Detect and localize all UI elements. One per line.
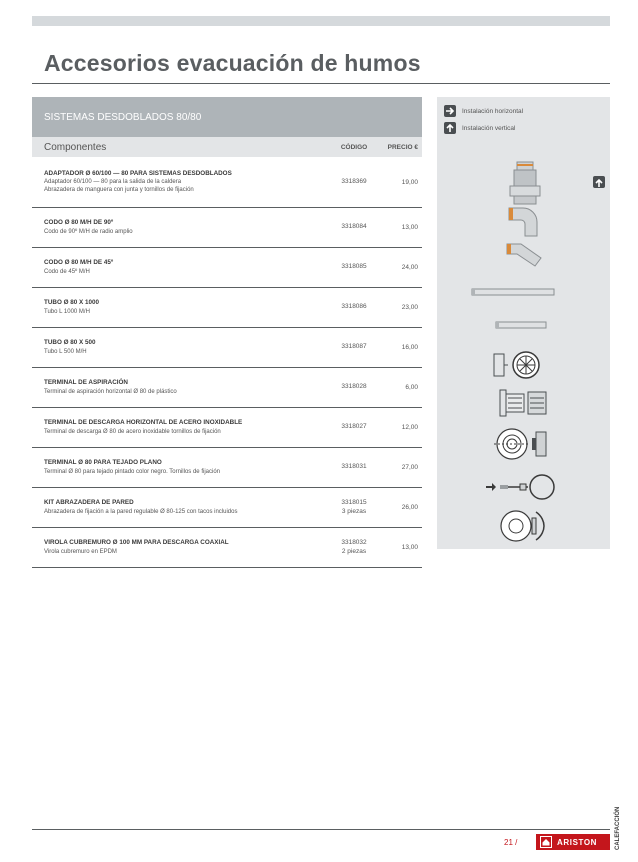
- product-detail: Terminal de descarga Ø 80 de acero inoxidable tornillos de fijación: [44, 428, 221, 435]
- roof-terminal-image: [492, 426, 554, 466]
- exhaust-terminal-image: [496, 384, 550, 424]
- product-code: [330, 343, 378, 352]
- wall-collar-image: [496, 508, 552, 544]
- intake-terminal-image: [490, 350, 552, 384]
- product-price: 12,00: [401, 424, 418, 431]
- product-code: [330, 263, 378, 272]
- product-detail: Adaptador 60/100 — 80 para la salida de la caldera: [44, 179, 182, 186]
- code-value: 3318087: [341, 343, 367, 351]
- product-price: 6,00: [405, 384, 418, 391]
- product-table: [32, 97, 422, 568]
- row-description: [32, 499, 330, 516]
- arrow-right-icon: [444, 105, 456, 117]
- product-name: VIROLA CUBREMURO Ø 100 MM PARA DESCARGA COAXIAL: [44, 539, 229, 547]
- product-price: 16,00: [401, 344, 418, 351]
- brand-logo: [536, 834, 610, 850]
- column-components: Componentes: [44, 141, 107, 153]
- table-row: [32, 448, 422, 488]
- code-value: 3318086: [341, 303, 367, 311]
- title-rule: [32, 83, 610, 84]
- bottom-rule: [32, 829, 610, 830]
- product-code: [330, 383, 378, 392]
- house-icon: [540, 836, 552, 848]
- row-description: [32, 539, 330, 556]
- table-row: [32, 488, 422, 528]
- legend-vertical-label: Instalación vertical: [462, 124, 516, 132]
- column-header-row: [32, 137, 422, 157]
- product-detail: Codo de 90º M/H de radio amplio: [44, 228, 133, 235]
- product-price: 13,00: [401, 544, 418, 551]
- row-description: [32, 379, 330, 396]
- product-name: ADAPTADOR Ø 60/100 — 80 PARA SISTEMAS DESDOBLADOS: [44, 169, 232, 177]
- code-value: 3318369: [341, 177, 367, 185]
- product-code: [330, 463, 378, 472]
- product-name: TERMINAL DE DESCARGA HORIZONTAL DE ACERO INOXIDABLE: [44, 419, 243, 427]
- code-value: 3318031: [341, 463, 367, 471]
- code-value: 3318032: [341, 539, 367, 546]
- product-detail: Terminal Ø 80 para tejado pintado color negro. Tornillos de fijación: [44, 468, 220, 475]
- elbow-90-image: [503, 204, 543, 238]
- code-value: 3318085: [341, 263, 367, 271]
- elbow-45-image: [505, 240, 547, 270]
- table-row: [32, 328, 422, 368]
- product-price: 26,00: [401, 504, 418, 511]
- table-row: [32, 368, 422, 408]
- product-price: 27,00: [401, 464, 418, 471]
- product-name: TERMINAL DE ASPIRACIÓN: [44, 379, 128, 387]
- wall-clamp-image: [484, 470, 556, 504]
- product-name: CODO Ø 80 M/H DE 90º: [44, 219, 114, 227]
- legend-vertical: [444, 121, 523, 135]
- row-description: [32, 339, 330, 356]
- product-name: CODO Ø 80 M/H DE 45º: [44, 259, 114, 267]
- product-detail: Codo de 45º M/H: [44, 268, 90, 275]
- arrow-up-icon: [593, 176, 605, 188]
- code-value: 3318015: [341, 499, 367, 506]
- product-price: 23,00: [401, 304, 418, 311]
- product-name: TERMINAL Ø 80 PARA TEJADO PLANO: [44, 459, 162, 467]
- product-detail: Tubo L 500 M/H: [44, 348, 87, 355]
- product-detail: Terminal de aspiración horizontal Ø 80 de plástico: [44, 388, 177, 395]
- section-title: SISTEMAS DESDOBLADOS 80/80: [44, 111, 202, 123]
- arrow-up-icon: [444, 122, 456, 134]
- tube-1000-image: [470, 287, 556, 297]
- code-value: 3318028: [341, 383, 367, 391]
- product-name: KIT ABRAZADERA DE PARED: [44, 499, 134, 507]
- code-pieces: 2 piezas: [341, 547, 367, 555]
- code-value: 3318084: [341, 223, 367, 231]
- product-name: TUBO Ø 80 X 1000: [44, 299, 99, 307]
- product-price: 13,00: [401, 224, 418, 231]
- tube-500-image: [494, 320, 548, 330]
- product-name: TUBO Ø 80 X 500: [44, 339, 96, 347]
- column-price: PRECIO €: [387, 143, 418, 151]
- product-code: [330, 539, 378, 556]
- table-row: [32, 248, 422, 288]
- table-row: [32, 528, 422, 568]
- row-description: [32, 299, 330, 316]
- adapter-image: [505, 160, 545, 208]
- table-row: [32, 408, 422, 448]
- product-code: [330, 423, 378, 432]
- product-code: [330, 178, 378, 187]
- code-pieces: 3 piezas: [341, 507, 367, 515]
- column-code: CÓDIGO: [340, 143, 368, 151]
- product-detail: Abrazadera de manguera con junta y tornillos de fijación: [44, 187, 194, 194]
- row-description: [32, 419, 330, 436]
- product-detail: Abrazadera de fijación a la pared regulable Ø 80-125 con tacos incluidos: [44, 508, 238, 515]
- brand-name: ARISTON: [557, 837, 598, 847]
- page-number: 21 /: [504, 838, 518, 847]
- table-row: [32, 288, 422, 328]
- product-code: [330, 223, 378, 232]
- product-price: 19,00: [401, 178, 418, 186]
- page-title: Accesorios evacuación de humos: [44, 50, 421, 76]
- row-description: [32, 259, 330, 276]
- legend-horizontal-label: Instalación horizontal: [462, 107, 524, 115]
- side-section-label: CALEFACCIÓN: [615, 806, 621, 850]
- row-description: [32, 219, 330, 236]
- product-detail: Tubo L 1000 M/H: [44, 308, 90, 315]
- code-value: 3318027: [341, 423, 367, 431]
- product-detail: Virola cubremuro en EPDM: [44, 548, 117, 555]
- row-description: [32, 459, 330, 476]
- row-description: [32, 170, 330, 195]
- product-code: [330, 303, 378, 312]
- legend: [444, 104, 523, 138]
- section-header: [32, 97, 422, 137]
- product-price: 24,00: [401, 264, 418, 271]
- top-bar: [32, 16, 610, 26]
- table-row: [32, 208, 422, 248]
- legend-horizontal: [444, 104, 523, 118]
- table-row: [32, 157, 422, 208]
- product-code: [330, 499, 378, 516]
